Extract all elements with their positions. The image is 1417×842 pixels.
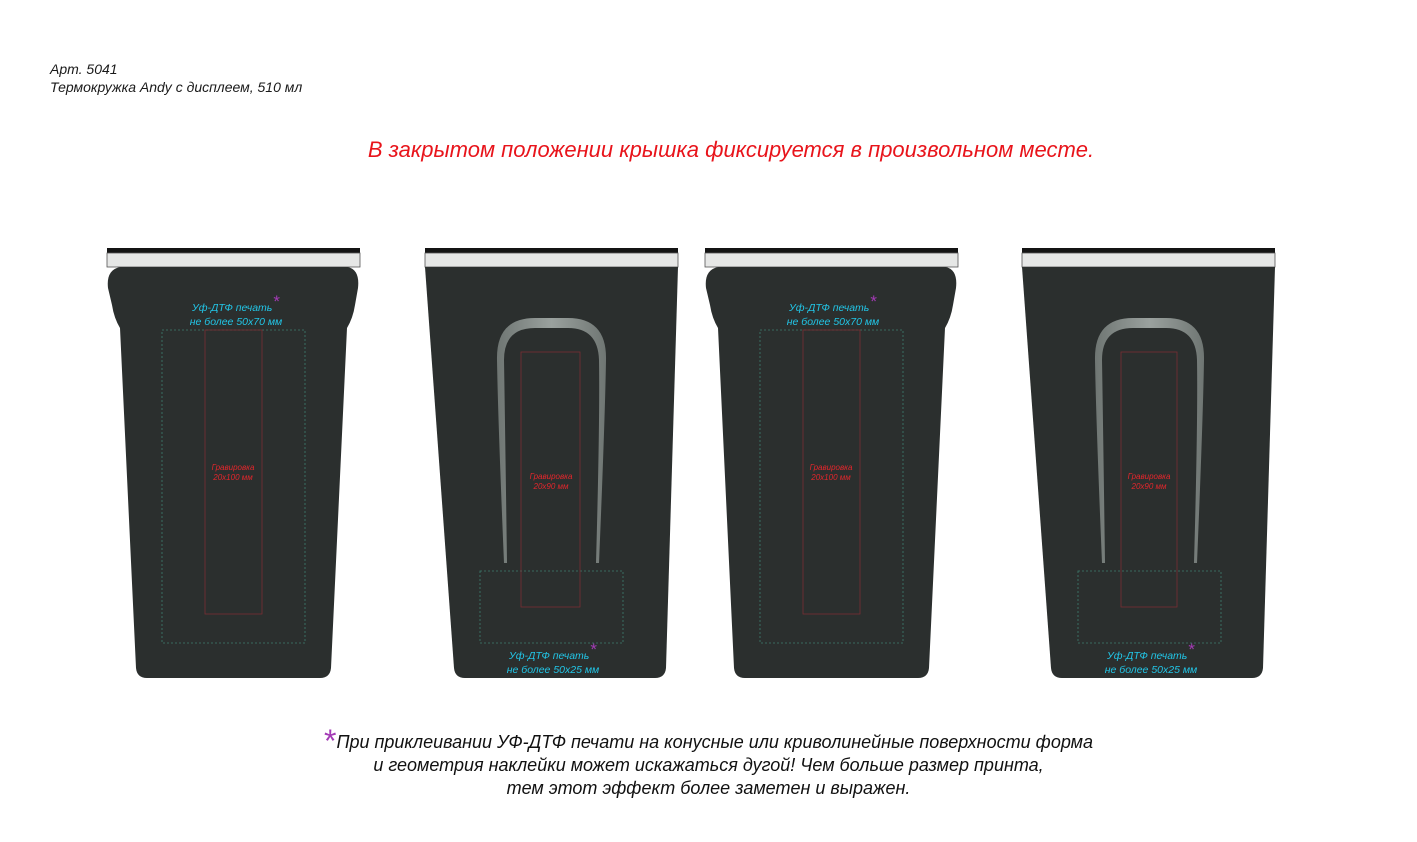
- engraving-size: 20х100 мм: [213, 473, 253, 482]
- engraving-title: Гравировка: [211, 463, 255, 472]
- uv-print-label: [753, 292, 913, 329]
- engraving-label: [511, 472, 591, 492]
- lid-band: [425, 253, 678, 267]
- engraving-title: Гравировка: [1127, 472, 1171, 481]
- cup-view-back-1: [425, 248, 678, 678]
- footnote-line: тем этот эффект более заметен и выражен.: [506, 778, 911, 798]
- article-number: Арт. 5041: [50, 61, 118, 77]
- lid-top-band: [425, 248, 678, 253]
- product-name: Термокружка Andy с дисплеем, 510 мл: [50, 79, 303, 95]
- engraving-label: [1109, 472, 1189, 492]
- uv-print-title: Уф-ДТФ печать: [789, 302, 870, 314]
- engraving-label: [193, 463, 273, 483]
- asterisk-mark: *: [1188, 640, 1195, 659]
- uv-print-title: Уф-ДТФ печать: [1107, 650, 1188, 662]
- asterisk-mark: *: [590, 640, 597, 659]
- uv-print-label: [1071, 640, 1231, 677]
- uv-print-size: не более 50х70 мм: [786, 316, 880, 328]
- uv-print-size: не более 50х25 мм: [1104, 664, 1198, 676]
- lid-band: [1022, 253, 1275, 267]
- uv-print-label: [473, 640, 633, 677]
- asterisk-mark: *: [273, 292, 280, 311]
- engraving-size: 20х90 мм: [1131, 482, 1167, 491]
- cup-view-back-2: [1022, 248, 1275, 678]
- lid-top-band: [705, 248, 958, 253]
- footnote: [0, 723, 1417, 800]
- lid-band: [705, 253, 958, 267]
- lid-notice: В закрытом положении крышка фиксируется в произвольном месте.: [367, 137, 1095, 162]
- asterisk-mark: *: [870, 292, 877, 311]
- uv-print-title: Уф-ДТФ печать: [192, 302, 273, 314]
- lid-band: [107, 253, 360, 267]
- asterisk-mark: *: [323, 723, 337, 759]
- lid-top-band: [107, 248, 360, 253]
- lid-top-band: [1022, 248, 1275, 253]
- engraving-size: 20х90 мм: [533, 482, 569, 491]
- engraving-title: Гравировка: [809, 463, 853, 472]
- uv-print-size: не более 50х70 мм: [189, 316, 283, 328]
- uv-print-title: Уф-ДТФ печать: [509, 650, 590, 662]
- engraving-label: [791, 463, 871, 483]
- uv-print-size: не более 50х25 мм: [506, 664, 600, 676]
- footnote-line: и геометрия наклейки может искажаться дугой! Чем больше размер принта,: [373, 755, 1044, 775]
- footnote-line: При приклеивании УФ-ДТФ печати на конусные или криволинейные поверхности форма: [336, 732, 1093, 752]
- engraving-title: Гравировка: [529, 472, 573, 481]
- engraving-size: 20х100 мм: [811, 473, 851, 482]
- uv-print-label: [156, 292, 316, 329]
